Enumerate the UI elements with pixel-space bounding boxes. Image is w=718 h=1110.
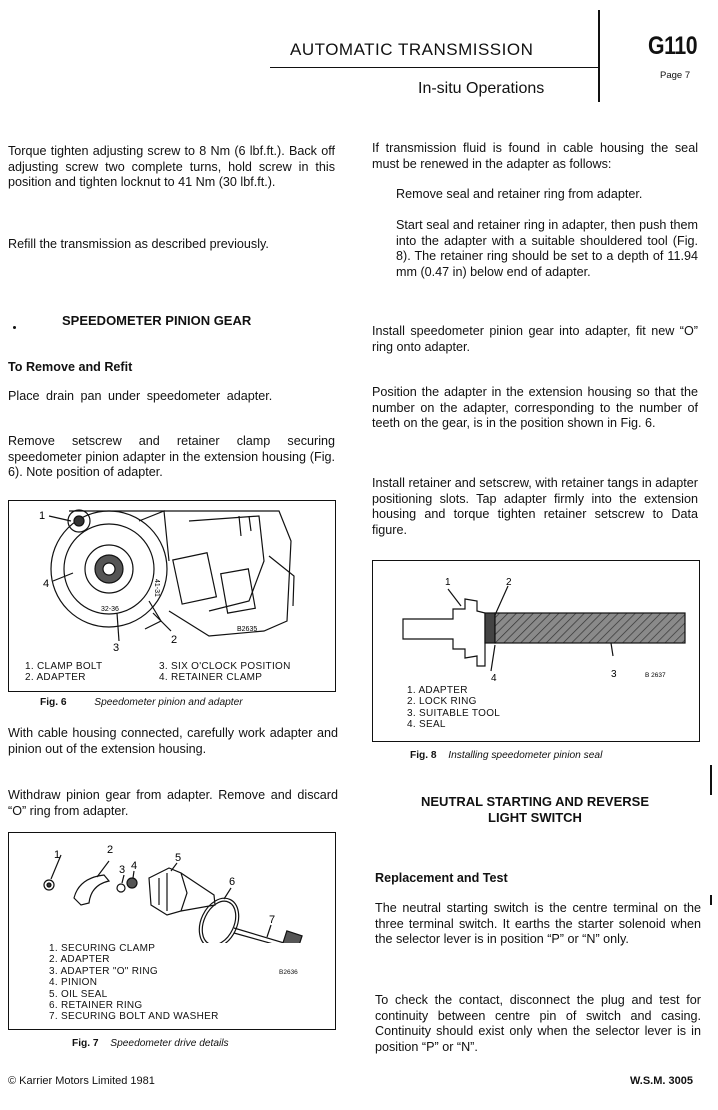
- legend-item: 1. CLAMP BOLT: [25, 661, 103, 672]
- legend-item: 2. LOCK RING: [407, 696, 477, 708]
- callout-4: 4: [43, 578, 50, 590]
- remove-refit-subheading: To Remove and Refit: [8, 360, 133, 374]
- legend-item: 5. OIL SEAL: [49, 988, 108, 1000]
- figure-6-drawing: [9, 501, 335, 651]
- legend-item: 1. SECURING CLAMP: [49, 943, 156, 954]
- tooth-mark-a: 41-31: [153, 579, 160, 597]
- left-para-refill: Refill the transmission as described previously.: [8, 237, 269, 251]
- legend-item: 7. SECURING BOLT AND WASHER: [49, 1011, 219, 1023]
- legend-item: 6. RETAINER RING: [49, 1000, 143, 1012]
- figure-7-number: Fig. 7: [72, 1038, 99, 1049]
- figure-7-caption: [72, 1038, 229, 1049]
- callout-7: 7: [269, 914, 276, 926]
- callout-3: 3: [113, 642, 120, 651]
- figure-6-caption: [40, 697, 243, 708]
- page-subtitle: In-situ Operations: [418, 80, 545, 97]
- callout-2: 2: [107, 844, 114, 856]
- figure-6-number: Fig. 6: [40, 697, 67, 708]
- legend-item: 2. ADAPTER: [25, 672, 86, 684]
- footer-wsm: W.S.M. 3005: [630, 1075, 693, 1087]
- speedometer-heading: SPEEDOMETER PINION GEAR: [62, 313, 252, 328]
- figure-8-title: Installing speedometer pinion seal: [448, 750, 603, 761]
- figure-7-title: Speedometer drive details: [110, 1038, 229, 1049]
- edge-mark: [710, 895, 712, 905]
- figure-8-drawing: [373, 561, 699, 681]
- legend-item: 3. ADAPTER "O" RING: [49, 965, 158, 977]
- right-para-position: Position the adapter in the extension housing so that the number on the adapter, corresponding to the number of teeth on the gear, is in the position shown in Fig. 6.: [372, 385, 698, 431]
- callout-4: 4: [491, 673, 497, 681]
- callout-5: 5: [175, 852, 182, 864]
- section-code: G110: [648, 32, 698, 60]
- figure-6-ref: B2635: [237, 626, 258, 633]
- legend-item: 4. SEAL: [407, 719, 446, 731]
- right-para-check-contact: To check the contact, disconnect the plug and test for continuity between centre pin of switch and casing. Continuity should exist only when the selector lever is in position “P” or “N”.: [375, 993, 701, 1054]
- callout-4: 4: [131, 860, 138, 872]
- legend-item: 3. SUITABLE TOOL: [407, 707, 501, 719]
- figure-7-box: [8, 832, 336, 1030]
- right-para-install-gear: Install speedometer pinion gear into adapter, fit new “O” ring onto adapter.: [372, 324, 698, 354]
- legend-item: 3. SIX O'CLOCK POSITION: [159, 661, 291, 672]
- figure-8-box: [372, 560, 700, 742]
- left-para-withdraw: Withdraw pinion gear from adapter. Remove and discard “O” ring from adapter.: [8, 788, 338, 818]
- right-para-fluid: If transmission fluid is found in cable housing the seal must be renewed in the adapter as follows:: [372, 141, 698, 171]
- callout-3: 3: [611, 669, 617, 680]
- figure-8-ref: B 2637: [645, 672, 666, 679]
- legend-item: 4. RETAINER CLAMP: [159, 672, 263, 684]
- right-para-neutral-switch: The neutral starting switch is the centre terminal on the three terminal switch. It earths the starter solenoid when the selector lever is in position “P” or “N” only.: [375, 901, 701, 947]
- callout-1: 1: [54, 849, 61, 861]
- footer-copyright: © Karrier Motors Limited 1981: [8, 1075, 155, 1087]
- callout-6: 6: [229, 876, 236, 888]
- figure-7-drawing: [9, 833, 335, 943]
- header-rule: [270, 67, 600, 68]
- left-para-remove: Remove setscrew and retainer clamp securing speedometer pinion adapter in the extension housing (Fig. 6). Note position of adapter.: [8, 434, 335, 480]
- header-divider: [598, 10, 600, 102]
- legend-item: 4. PINION: [49, 977, 98, 989]
- margin-dot: [13, 326, 16, 329]
- neutral-switch-heading-line1: NEUTRAL STARTING AND REVERSE: [421, 794, 649, 809]
- replacement-test-subheading: Replacement and Test: [375, 871, 508, 885]
- left-para-torque: Torque tighten adjusting screw to 8 Nm (6 lbf.ft.). Back off adjusting screw two complete turns, hold screw in this position and tighten locknut to 41 Nm (30 lbf.ft.).: [8, 144, 335, 190]
- neutral-switch-heading-line2: LIGHT SWITCH: [488, 810, 582, 825]
- callout-1: 1: [445, 577, 451, 588]
- right-para-remove-seal: Remove seal and retainer ring from adapter.: [396, 187, 643, 201]
- tooth-mark-b: 32-36: [101, 606, 119, 613]
- left-para-drain: Place drain pan under speedometer adapter.: [8, 389, 273, 403]
- figure-6-legend-col2: [159, 661, 291, 684]
- callout-2: 2: [171, 634, 178, 646]
- page-number: Page 7: [660, 70, 691, 81]
- figure-8-legend: [407, 685, 500, 731]
- legend-item: 2. ADAPTER: [49, 954, 110, 966]
- figure-6-legend-col1: [25, 661, 102, 684]
- figure-8-caption: [410, 750, 602, 761]
- right-para-start-seal: Start seal and retainer ring in adapter, then push them into the adapter with a suitable shouldered tool (Fig. 8). The retainer ring should be set to a depth of 11.94 mm (0.47 in) below end of adapter.: [396, 218, 698, 279]
- callout-2: 2: [506, 577, 512, 588]
- neutral-switch-heading: [372, 794, 698, 826]
- right-para-install-retainer: Install retainer and setscrew, with retainer tangs in adapter positioning slots. Tap adapter firmly into the extension housing and torque tighten retainer setscrew to Data figure.: [372, 476, 698, 537]
- edge-mark: [710, 765, 712, 795]
- left-para-cable: With cable housing connected, carefully work adapter and pinion out of the extension housing.: [8, 726, 338, 756]
- figure-8-number: Fig. 8: [410, 750, 437, 761]
- figure-7-ref: B2636: [279, 969, 298, 976]
- callout-1: 1: [39, 510, 46, 522]
- figure-7-legend: [49, 943, 219, 1023]
- page-title: AUTOMATIC TRANSMISSION: [290, 40, 534, 59]
- figure-6-box: [8, 500, 336, 692]
- callout-3: 3: [119, 864, 126, 876]
- figure-6-title: Speedometer pinion and adapter: [94, 697, 243, 708]
- legend-item: 1. ADAPTER: [407, 685, 468, 696]
